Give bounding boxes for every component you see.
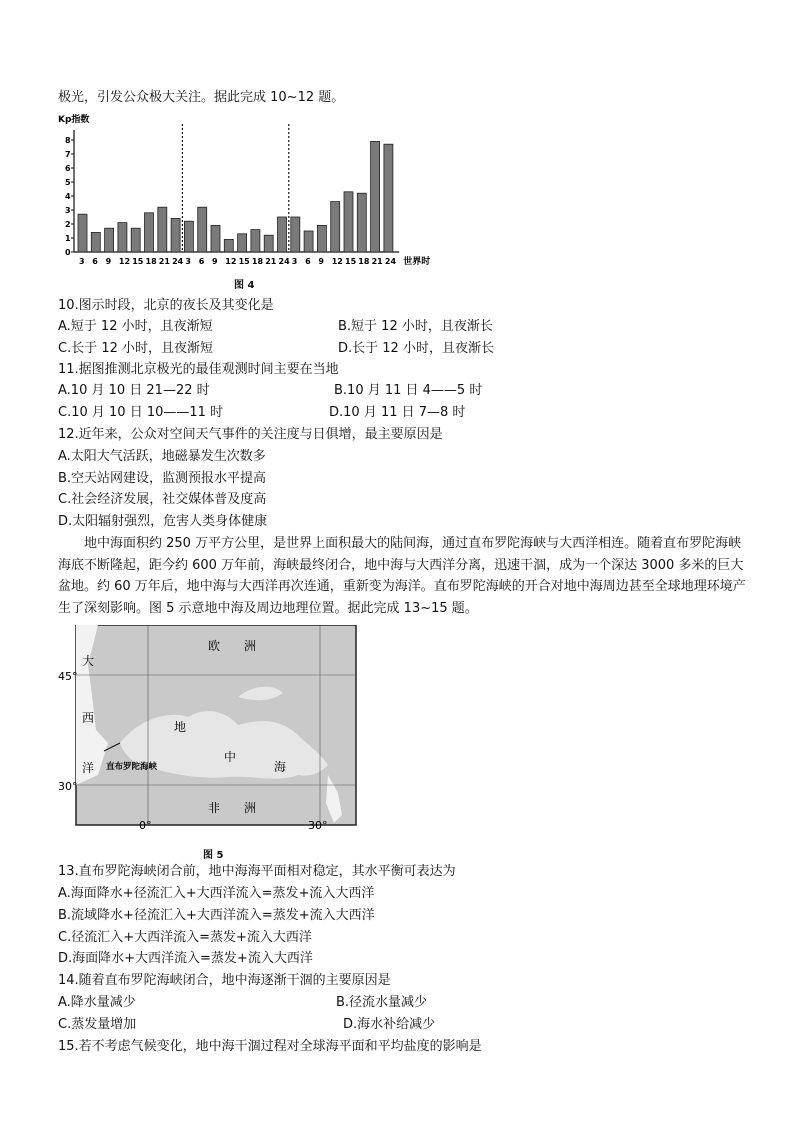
y-tick-label: 8 <box>65 136 71 145</box>
q14-option-a: A.降水量减少 <box>58 995 136 1010</box>
kp-index-bar-chart <box>56 112 446 282</box>
label-atlantic-3: 洋 <box>82 761 95 775</box>
x-tick-label: 18 <box>251 257 264 266</box>
bar <box>304 231 313 252</box>
x-tick-label: 18 <box>145 257 157 266</box>
mediterranean-map <box>58 625 358 829</box>
bar <box>211 225 220 252</box>
bar <box>371 141 380 252</box>
x-tick-label: 12 <box>331 257 343 266</box>
q12-option-c: C.社会经济发展，社交媒体普及度高 <box>58 492 267 507</box>
x-tick-label: 15 <box>238 257 250 266</box>
label-atlantic-1: 大 <box>82 654 95 668</box>
q12-option-d: D.太阳辐射强烈，危害人类身体健康 <box>58 514 268 529</box>
intro-line: 极光，引发公众极大关注。据此完成 10~12 题。 <box>58 90 345 105</box>
y-tick-label: 4 <box>65 192 71 201</box>
x-tick-label: 24 <box>172 257 184 266</box>
x-tick-label: 3 <box>185 257 191 266</box>
y-tick-label: 2 <box>65 220 71 229</box>
label-lat-45: 45° <box>58 670 78 683</box>
bar <box>91 232 100 252</box>
bar <box>131 228 140 252</box>
x-tick-label: 9 <box>318 257 324 266</box>
q14-stem: 14.随着直布罗陀海峡闭合，地中海逐渐干涸的主要原因是 <box>58 973 391 988</box>
q11-stem: 11.据图推测北京极光的最佳观测时间主要在当地 <box>58 362 339 377</box>
x-tick-label: 3 <box>79 257 85 266</box>
x-tick-label: 21 <box>265 257 277 266</box>
bar <box>78 214 87 252</box>
q15-stem: 15.若不考虑气候变化，地中海干涸过程对全球海平面和平均盐度的影响是 <box>58 1039 482 1054</box>
bar <box>278 217 287 252</box>
bar <box>317 225 326 252</box>
q11-option-d: D.10 月 11 日 7—8 时 <box>329 405 466 420</box>
x-tick-label: 6 <box>198 257 205 266</box>
x-tick-label: 6 <box>305 257 311 266</box>
y-axis-label: Kp指数 <box>58 115 90 125</box>
bar <box>158 207 167 252</box>
bar <box>171 218 180 252</box>
y-tick-label: 5 <box>65 178 71 187</box>
bar <box>118 223 127 252</box>
y-tick-label: 7 <box>65 150 71 159</box>
label-lon-0: 0° <box>139 819 152 829</box>
x-tick-label: 3 <box>291 257 298 266</box>
label-lon-30: 30° <box>308 819 328 829</box>
x-tick-label: 15 <box>132 257 144 266</box>
q13-option-a: A.海面降水+径流汇入+大西洋流入=蒸发+流入大西洋 <box>58 886 375 901</box>
y-tick-label: 3 <box>65 206 71 215</box>
q11-option-c: C.10 月 10 日 10——11 时 <box>58 405 224 420</box>
bar <box>357 193 366 252</box>
x-tick-label: 12 <box>118 257 131 266</box>
bar <box>184 221 193 252</box>
q10-option-a: A.短于 12 小时，且夜渐短 <box>58 319 213 334</box>
bar <box>291 217 300 252</box>
x-tick-label: 21 <box>158 257 170 266</box>
q14-option-b: B.径流水量减少 <box>336 995 428 1010</box>
label-med-2: 中 <box>224 750 237 764</box>
q10-option-d: D.长于 12 小时，且夜渐长 <box>338 341 494 356</box>
mediterranean-passage: 地中海面积约 250 万平方公里，是世界上面积最大的陆间海，通过直布罗陀海峡与大西洋相连。随着直布罗陀海峡海底不断隆起，距今约 600 万年前，海峡最终闭合，地中海与大西洋分离，迅速干涸，成为一个深达 3000 多米的巨大盆地。约 60 万年后，地中海与大西洋再次连通，重新变为海洋。直布罗陀海峡的开合对地中海周边甚至全球地理环境产生了深刻影响。图 5 示意地中海及周边地理位置。据此完成 13~15 题。 <box>58 536 746 616</box>
bar <box>331 202 340 252</box>
bar <box>105 228 114 252</box>
x-tick-label: 9 <box>105 257 112 266</box>
label-med-1: 地 <box>174 720 187 734</box>
figure4-caption: 图 4 <box>234 280 255 291</box>
bar <box>264 235 273 252</box>
label-africa: 非 洲 <box>208 801 257 815</box>
q10-option-b: B.短于 12 小时，且夜渐长 <box>338 319 493 334</box>
label-europe: 欧 洲 <box>208 639 257 653</box>
q14-option-c: C.蒸发量增加 <box>58 1017 137 1032</box>
bar <box>198 207 207 252</box>
x-tick-label: 6 <box>92 257 98 266</box>
q11-option-b: B.10 月 11 日 4——5 时 <box>334 383 483 398</box>
y-tick-label: 0 <box>65 248 71 257</box>
q12-option-b: B.空天站网建设，监测预报水平提高 <box>58 471 267 486</box>
x-tick-label: 15 <box>345 257 357 266</box>
q13-stem: 13.直布罗陀海峡闭合前，地中海海平面相对稳定，其水平衡可表达为 <box>58 864 456 879</box>
q10-option-c: C.长于 12 小时，且夜渐短 <box>58 341 214 356</box>
x-tick-label: 24 <box>278 257 290 266</box>
y-tick-label: 1 <box>65 234 71 243</box>
bar <box>238 234 247 252</box>
x-tick-label: 21 <box>371 257 383 266</box>
q13-option-d: D.海面降水+大西洋流入=蒸发+流入大西洋 <box>58 951 313 966</box>
q14-option-d: D.海水补给减少 <box>343 1017 436 1032</box>
x-tick-label: 18 <box>358 257 370 266</box>
bar <box>384 144 393 252</box>
q12-stem: 12.近年来，公众对空间天气事件的关注度与日俱增，最主要原因是 <box>58 427 443 442</box>
bar <box>145 213 154 252</box>
q13-option-b: B.流域降水+径流汇入+大西洋流入=蒸发+流入大西洋 <box>58 908 375 923</box>
bar <box>224 239 233 252</box>
label-strait: 直布罗陀海峡 <box>106 762 158 772</box>
q13-option-c: C.径流汇入+大西洋流入=蒸发+流入大西洋 <box>58 930 312 945</box>
label-med-3: 海 <box>274 760 287 774</box>
x-axis-label: 世界时 <box>403 257 431 267</box>
q12-option-a: A.太阳大气活跃，地磁暴发生次数多 <box>58 449 266 464</box>
x-tick-label: 24 <box>384 257 397 266</box>
bar <box>251 230 260 252</box>
x-tick-label: 9 <box>212 257 218 266</box>
figure5-caption: 图 5 <box>203 850 224 861</box>
x-tick-label: 12 <box>225 257 237 266</box>
y-tick-label: 6 <box>65 164 71 173</box>
label-lat-30: 30° <box>58 780 78 793</box>
label-atlantic-2: 西 <box>82 711 95 725</box>
q11-option-a: A.10 月 10 日 21—22 时 <box>58 383 210 398</box>
q10-stem: 10.图示时段，北京的夜长及其变化是 <box>58 298 274 313</box>
bar <box>344 192 353 252</box>
